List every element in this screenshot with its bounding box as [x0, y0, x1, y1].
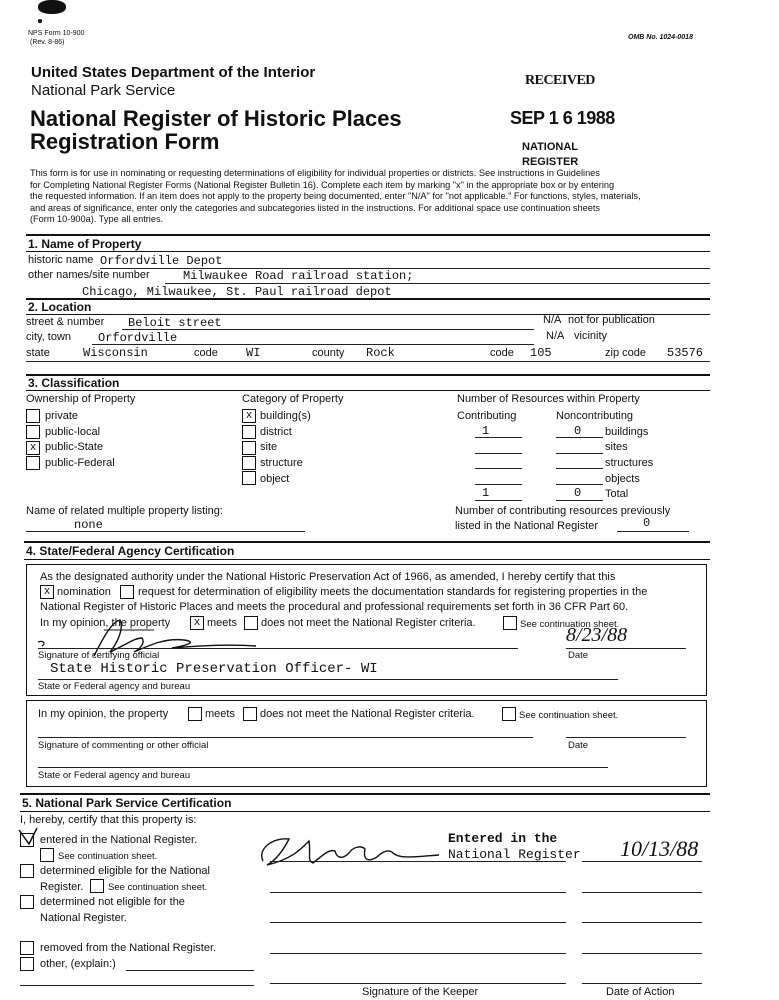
determined-eligible-label: determined eligible for the National	[40, 865, 210, 877]
historic-name-value[interactable]: Orfordville Depot	[100, 254, 223, 268]
section-rule	[26, 251, 710, 252]
determined-not-eligible-label: determined not eligible for the	[40, 896, 185, 908]
agency-line	[38, 767, 608, 768]
opinion2-text: In my opinion, the property	[38, 708, 169, 720]
category-site-label: site	[260, 441, 278, 453]
does-not-meet2-label: does not meet the National Register criteria.	[260, 708, 475, 720]
section-1-heading: 1. Name of Property	[28, 237, 142, 251]
county-code-label: code	[490, 347, 514, 359]
section-rule	[26, 234, 710, 236]
intro-line: This form is for use in nominating or requesting determinations of eligibility for individual properties or districts. See instructions in Guidelines	[30, 168, 600, 178]
stamp-register: REGISTER	[522, 156, 579, 168]
field-underline	[165, 283, 710, 284]
agency-bureau-label-2: State or Federal agency and bureau	[38, 770, 191, 781]
zip-label: zip code	[605, 347, 646, 359]
checkbox-private[interactable]	[26, 409, 40, 423]
section-rule	[24, 559, 710, 560]
checkbox-removed[interactable]	[20, 941, 34, 955]
total-contributing[interactable]: 1	[482, 486, 490, 500]
signature-of-keeper-label: Signature of the Keeper	[362, 986, 479, 998]
certification-line-1: As the designated authority under the National Historic Preservation Act of 1966, as amended, I hereby certify that this	[40, 571, 616, 583]
section-rule	[20, 793, 710, 795]
continuation-b-label: See continuation sheet.	[108, 882, 208, 893]
form-number: NPS Form 10-900	[28, 30, 85, 37]
section-rule	[20, 811, 710, 812]
date-line	[566, 648, 686, 649]
other-names-value-2[interactable]: Chicago, Milwaukee, St. Paul railroad depot	[82, 285, 392, 299]
field-underline	[617, 531, 689, 532]
date-of-action-line	[582, 922, 702, 923]
field-underline	[556, 453, 603, 454]
category-object-label: object	[260, 473, 290, 485]
field-underline	[92, 344, 534, 345]
buildings-noncontributing[interactable]: 0	[574, 424, 582, 438]
signature-line	[38, 737, 533, 738]
removed-label: removed from the National Register.	[40, 942, 217, 954]
not-for-publication-label: not for publication	[568, 314, 655, 326]
date-of-action-line	[582, 861, 702, 862]
certifying-official-title[interactable]: State Historic Preservation Officer- WI	[50, 661, 378, 677]
continuation-label: See continuation sheet.	[520, 619, 620, 630]
checkbox-meets-2[interactable]	[188, 707, 202, 721]
historic-name-label: historic name	[28, 254, 94, 266]
section-rule	[26, 390, 710, 391]
ownership-public-federal-label: public-Federal	[45, 457, 115, 469]
resources-objects-label: objects	[605, 473, 640, 485]
checkbox-structure[interactable]	[242, 456, 256, 470]
checkbox-continuation-b[interactable]	[90, 879, 104, 893]
keeper-line	[270, 922, 566, 923]
city-value[interactable]: Orfordville	[98, 331, 178, 345]
checkbox-other[interactable]	[20, 957, 34, 971]
date-of-action-line	[582, 983, 702, 984]
other-label: other, (explain:)	[40, 958, 116, 970]
field-underline	[556, 437, 603, 438]
national-register-label: National Register.	[40, 912, 127, 924]
intro-line: (Form 10-900a). Type all entries.	[30, 214, 164, 225]
field-underline	[475, 453, 522, 454]
contributing-heading: Contributing	[457, 410, 517, 422]
keeper-line	[270, 953, 566, 954]
section-3-heading: 3. Classification	[28, 376, 120, 390]
checkbox-continuation-a[interactable]	[40, 848, 54, 862]
resources-structures-label: structures	[605, 457, 654, 469]
category-heading: Category of Property	[242, 393, 344, 405]
keeper-line	[270, 892, 566, 893]
state-code-value[interactable]: WI	[246, 346, 261, 360]
keeper-signature	[253, 829, 443, 873]
form-title-line2: Registration Form	[30, 129, 220, 154]
date-line	[566, 737, 686, 738]
state-label: state	[26, 347, 50, 359]
field-underline	[556, 484, 603, 485]
vicinity-label: vicinity	[574, 330, 608, 342]
section-rule	[26, 298, 710, 300]
form-revision: (Rev. 8-86)	[30, 39, 65, 46]
signature-of-certifying-label: Signature of certifying official	[38, 650, 160, 661]
ownership-private-label: private	[45, 410, 79, 422]
entered-stamp-line2: National Register	[448, 847, 581, 862]
field-underline	[26, 531, 305, 532]
street-label: street & number	[26, 316, 105, 328]
field-underline	[475, 437, 522, 438]
continuation-a-label: See continuation sheet.	[58, 851, 158, 862]
other-names-label: other names/site number	[28, 269, 150, 281]
checkbox-continuation-2[interactable]	[502, 707, 516, 721]
checkbox-district[interactable]	[242, 425, 256, 439]
noncontributing-heading: Noncontributing	[556, 410, 634, 422]
date-of-action-line	[582, 953, 702, 954]
resources-sites-label: sites	[605, 441, 628, 453]
intro-line: and areas of significance, enter only the categories and subcategories listed in the instructions. For additional space use continuation sheets	[30, 202, 600, 213]
other-names-value-1[interactable]: Milwaukee Road railroad station;	[183, 269, 414, 283]
section-rule	[24, 541, 710, 543]
checkbox-site[interactable]	[242, 441, 256, 455]
department-name: United States Department of the Interior	[31, 64, 316, 81]
section-4-heading: 4. State/Federal Agency Certification	[26, 544, 235, 558]
keeper-intro: I, hereby, certify that this property is:	[20, 814, 197, 826]
resources-heading: Number of Resources within Property	[457, 393, 640, 405]
checkbox-nomination[interactable]: x	[40, 585, 54, 599]
previously-listed-label-1: Number of contributing resources previously	[455, 505, 671, 517]
form-title-line1: National Register of Historic Places	[30, 106, 402, 131]
date-label: Date	[568, 650, 589, 661]
field-underline	[475, 484, 522, 485]
field-underline	[126, 970, 254, 971]
opinion-text: In my opinion, the property	[40, 617, 171, 629]
section-5-heading: 5. National Park Service Certification	[22, 796, 232, 810]
scan-blot-dot	[38, 19, 42, 23]
multiple-property-value[interactable]: none	[74, 518, 103, 532]
ownership-public-state-label: public-State	[45, 441, 104, 453]
commenting-signature-label: Signature of commenting or other official	[38, 740, 209, 751]
intro-line: for Completing National Register Forms (National Register Bulletin 16). Complete each item by marking "x" in the appropriate box or by entering	[30, 179, 615, 190]
meets-label: meets	[207, 617, 237, 629]
category-structure-label: structure	[260, 457, 303, 469]
intro-paragraph	[30, 168, 770, 226]
state-value[interactable]: Wisconsin	[83, 346, 148, 360]
action-date[interactable]: 10/13/88	[620, 836, 699, 861]
intro-line: the requested information. If an item does not apply to the property being documented, enter "N/A" for "not applicable." For functions, styles, materials,	[30, 191, 641, 202]
field-underline	[556, 468, 603, 469]
certification-date[interactable]: 8/23/88	[566, 624, 628, 646]
resources-buildings-label: buildings	[605, 426, 649, 438]
field-underline	[475, 468, 522, 469]
category-buildings-label: building(s)	[260, 410, 311, 422]
section-rule	[26, 374, 710, 376]
field-underline	[475, 500, 522, 501]
checkbox-public-federal[interactable]	[26, 456, 40, 470]
checkbox-meets[interactable]: x	[190, 616, 204, 630]
date2-label: Date	[568, 740, 589, 751]
category-district-label: district	[260, 426, 292, 438]
signature-line	[38, 648, 518, 649]
vicinity-mark[interactable]: N/A	[546, 330, 565, 342]
certification-line-3: National Register of Historic Places and meets the procedural and professional requirements set forth in 36 CFR Part 60.	[40, 601, 629, 613]
state-code-label: code	[194, 347, 218, 359]
field-underline	[20, 985, 254, 986]
omb-number: OMB No. 1024-0018	[628, 34, 693, 41]
buildings-contributing[interactable]: 1	[482, 424, 490, 438]
total-noncontributing[interactable]: 0	[574, 486, 582, 500]
checkbox-request[interactable]	[120, 585, 134, 599]
checkbox-continuation[interactable]	[503, 616, 517, 630]
date-of-action-line	[582, 892, 702, 893]
county-code-value[interactable]: 105	[530, 346, 552, 360]
section-2-heading: 2. Location	[28, 300, 92, 314]
entered-stamp-line1: Entered in the	[448, 831, 558, 846]
meets2-label: meets	[205, 708, 235, 720]
register-label: Register.	[40, 881, 84, 893]
continuation2-label: See continuation sheet.	[519, 710, 619, 721]
zip-value[interactable]: 53576	[667, 346, 704, 360]
agency-bureau-label: State or Federal agency and bureau	[38, 681, 191, 692]
checkbox-public-state[interactable]: x	[26, 441, 40, 455]
resources-total-label: Total	[605, 488, 629, 500]
checkbox-does-not-meet-2[interactable]	[243, 707, 257, 721]
not-for-publication-mark[interactable]: N/A	[543, 314, 562, 326]
county-label: county	[312, 347, 345, 359]
checkbox-determined-eligible[interactable]	[20, 864, 34, 878]
field-underline	[26, 361, 710, 362]
checkbox-object[interactable]	[242, 471, 256, 485]
does-not-meet-label: does not meet the National Register criteria.	[261, 617, 476, 629]
multiple-property-label: Name of related multiple property listing:	[26, 505, 223, 517]
county-value[interactable]: Rock	[366, 346, 395, 360]
received-stamp: RECEIVED	[525, 73, 595, 88]
previously-listed-value[interactable]: 0	[643, 516, 651, 530]
field-underline	[556, 500, 603, 501]
date-of-action-label: Date of Action	[606, 986, 675, 998]
city-label: city, town	[26, 331, 72, 343]
field-underline	[122, 329, 534, 330]
nomination-label: nomination	[57, 586, 111, 598]
stamp-national: NATIONAL	[522, 141, 579, 153]
keeper-line	[270, 983, 566, 984]
checkbox-determined-not-eligible[interactable]	[20, 895, 34, 909]
entered-check-mark	[17, 826, 39, 848]
street-value[interactable]: Beloit street	[128, 316, 222, 330]
previously-listed-label-2: listed in the National Register	[455, 520, 599, 532]
scan-blot	[38, 0, 66, 14]
checkbox-public-local[interactable]	[26, 425, 40, 439]
request-text: request for determination of eligibility meets the documentation standards for registering properties in the	[138, 586, 648, 598]
agency-line	[38, 679, 618, 680]
ownership-heading: Ownership of Property	[26, 393, 136, 405]
keeper-line	[270, 861, 566, 862]
checkbox-buildings[interactable]: x	[242, 409, 256, 423]
ownership-public-local-label: public-local	[45, 426, 101, 438]
received-date: SEP 1 6 1988	[510, 108, 615, 128]
entered-label: entered in the National Register.	[40, 834, 198, 846]
service-name: National Park Service	[31, 82, 176, 99]
